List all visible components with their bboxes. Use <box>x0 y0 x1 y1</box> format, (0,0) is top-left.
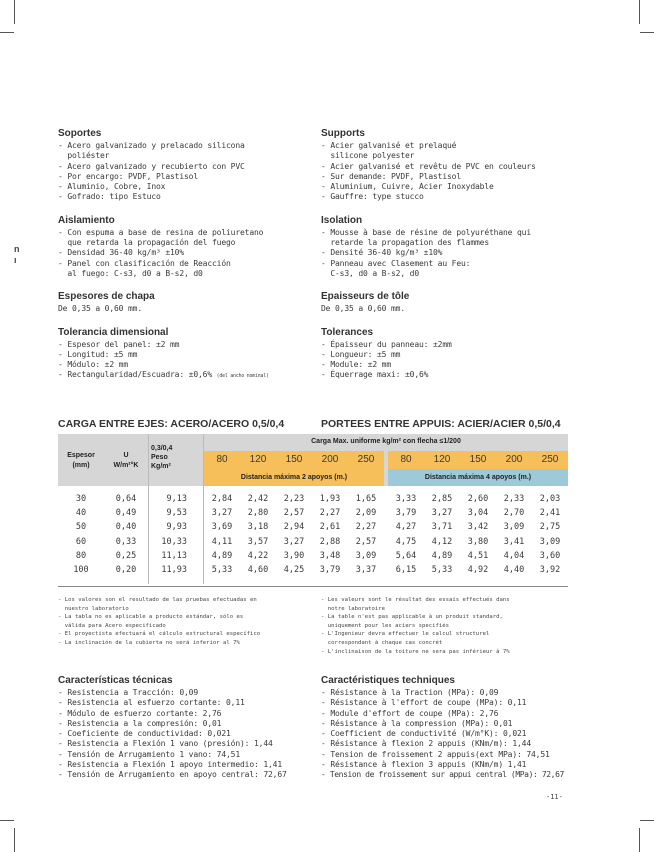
soportes-section <box>58 128 313 203</box>
table-cell: 0,33 <box>115 536 137 547</box>
load-value: 80 <box>216 454 228 465</box>
spec-line: - Densidad 36-40 kg/m³ ±10% <box>58 248 184 258</box>
note-line: nuestro laboratorio <box>58 605 129 612</box>
spanish-specs <box>58 128 313 391</box>
note-line: - L'Ingenieur devra effectuer le calcul structurel <box>321 631 490 638</box>
section-title: Tolerancia dimensional <box>58 326 169 338</box>
table-cell: 4,75 <box>395 536 417 547</box>
spec-line: - Acier galvanisé et prelaqué <box>321 141 457 150</box>
tech-line: - Tension de froissement sur appui central (MPa): 72,67 <box>321 770 564 780</box>
spec-line: - Aluminio, Cobre, Inox <box>58 182 166 192</box>
crop-mark <box>639 0 640 24</box>
table-cell: 2,60 <box>467 494 489 504</box>
edge-mark-1: n <box>14 244 20 254</box>
table-cell: 4,12 <box>431 536 453 547</box>
table-cell: 2,33 <box>503 494 525 504</box>
small-note: (del ancho nominal) <box>216 374 269 380</box>
spec-line: De 0,35 a 0,60 mm. <box>58 304 142 314</box>
table-cell: 1,93 <box>319 494 341 504</box>
spec-line: - Panel con clasificación de Reacción <box>58 258 231 268</box>
crop-mark <box>639 828 640 852</box>
table-cell: 3,27 <box>431 508 453 519</box>
col-peso: 0,3/0,4 Peso Kg/m² <box>151 445 173 470</box>
section-title: Supports <box>321 128 365 139</box>
table-title-es: CARGA ENTRE EJES: ACERO/ACERO 0,5/0,4 <box>58 418 285 430</box>
spec-line: - Sur demande: PVDF, Plastisol <box>321 171 461 181</box>
table-cell: 2,09 <box>355 508 377 519</box>
spec-line: C-s3, d0 a B-s2, d0 <box>321 268 419 278</box>
table-cell: 3,09 <box>503 522 525 533</box>
crop-mark <box>14 828 15 852</box>
dist2-label: Distancia máxima 2 apoyos (m.) <box>240 474 348 481</box>
spec-line: - Module: ±2 mm <box>321 360 391 370</box>
table-cell: 4,11 <box>211 536 233 547</box>
section-title: Tolerances <box>321 326 374 338</box>
note-line: - Los valores son el resultado de las pruebas efectuadas en <box>58 597 257 603</box>
crop-mark <box>640 820 654 821</box>
table-cell: 4,27 <box>395 522 417 533</box>
edge-mark <box>14 244 20 266</box>
table-cell: 2,80 <box>247 508 269 519</box>
spec-line: - Por encargo: PVDF, Plastisol <box>58 171 198 181</box>
epaisseurs-section <box>321 291 591 314</box>
tech-line: - Résistance à la compression (MPa): 0,01 <box>321 718 513 728</box>
table-cell: 3,57 <box>247 536 269 547</box>
espesores-section <box>58 291 313 314</box>
tolerancia-section <box>58 327 313 383</box>
note-line: - La tabla no es aplicable a producto estándar, sólo es <box>58 614 244 621</box>
table-cell: 2,27 <box>319 508 341 519</box>
table-cell: 4,25 <box>283 565 305 575</box>
table-cell: 2,42 <box>247 494 269 504</box>
table-cell: 2,88 <box>319 536 341 547</box>
tech-line: - Resistencia a Flexión 1 vano (presión): 1,44 <box>58 739 273 749</box>
spec-line: - Aluminium, Cuivre, Acier Inoxydable <box>321 182 494 192</box>
table-cell: 2,57 <box>355 536 377 547</box>
crop-mark <box>14 0 15 24</box>
note-line: - La table n'est pas applicable à un produit standard, <box>321 614 503 621</box>
table-cell: 2,84 <box>211 494 233 504</box>
spec-line: - Módulo: ±2 mm <box>58 360 128 370</box>
col-espesor: Espesor (mm) <box>67 452 95 469</box>
spec-line: - Con espuma a base de resina de poliuretano <box>58 227 264 237</box>
note-line: - Les valeurs sont le résultat des essais effectués dans <box>321 597 510 603</box>
table-cell: 60 <box>75 536 87 547</box>
note-line: - El proyectista efectuará el cálculo estructural específico <box>58 631 261 638</box>
spec-line: - Longueur: ±5 mm <box>321 349 401 359</box>
note-line: uniquement pour les aciers specifiés <box>321 622 449 629</box>
spec-line: - Acero galvanizado y prelacado silicona <box>58 141 245 150</box>
table-cell: 3,69 <box>211 522 233 533</box>
dist4-label: Distancia máxima 4 apoyos (m.) <box>424 474 532 481</box>
section-title: Aislamiento <box>58 214 115 226</box>
table-cell: 2,75 <box>539 522 561 533</box>
table-cell: 0,20 <box>115 565 137 575</box>
table-cell: 3,04 <box>467 508 489 519</box>
tech-line: - Résistance à flexion 3 appuis (KNm/m) 1,41 <box>321 760 527 770</box>
table-cell: 4,22 <box>247 550 269 561</box>
table-cell: 50 <box>75 522 87 533</box>
french-specs <box>321 128 591 389</box>
tech-line: - Tensión de Arrugamiento 1 vano: 74,51 <box>58 749 240 759</box>
spec-line: - Densité 36-40 kg/m³ ±10% <box>321 248 443 258</box>
table-cell: 3,37 <box>355 565 377 575</box>
aislamiento-section <box>58 215 313 279</box>
tech-line: - Coefficient de conductivité (W/m°K): 0,021 <box>321 729 527 739</box>
table-cell: 2,85 <box>431 494 453 504</box>
table-cell: 11,93 <box>161 565 187 575</box>
load-value: 200 <box>321 454 339 465</box>
table-cell: 2,27 <box>355 522 377 533</box>
section-title: Epaisseurs de tôle <box>321 291 410 303</box>
spec-line: - Gauffre: type stucco <box>321 192 424 202</box>
section-title: Espesores de chapa <box>58 291 155 303</box>
section-title: Isolation <box>321 214 363 226</box>
table-cell: 40 <box>75 508 87 519</box>
table-cell: 9,93 <box>166 522 187 533</box>
table-cell: 3,90 <box>283 550 305 561</box>
load-value: 120 <box>433 454 451 465</box>
table-cell: 3,42 <box>467 522 489 533</box>
load-value: 150 <box>469 454 487 465</box>
crop-mark <box>0 820 14 821</box>
tech-line: - Tensión de Arrugamiento en apoyo central: 72,67 <box>58 770 287 780</box>
table-cell: 9,13 <box>166 494 187 504</box>
tech-line: - Resistencia a la compresión: 0,01 <box>58 718 222 728</box>
load-value: 250 <box>541 454 559 465</box>
table-cell: 3,09 <box>355 550 377 561</box>
spec-line: que retarda la propagación del fuego <box>58 238 236 248</box>
table-cell: 5,33 <box>431 565 453 575</box>
table-cell: 3,48 <box>319 550 341 561</box>
table-cell: 5,64 <box>395 550 417 561</box>
column-divider <box>148 434 149 584</box>
section-title: Caractéristiques techniques <box>321 675 455 686</box>
tech-line: - Résistance à la Traction (MPa): 0,09 <box>321 688 499 697</box>
table-cell: 9,53 <box>166 508 187 519</box>
load-header: Carga Max. uniforme kg/m² con flecha ≤1/200 <box>311 438 461 445</box>
crop-mark <box>640 32 654 33</box>
table-cell: 6,15 <box>395 565 417 575</box>
table-cell: 2,94 <box>283 522 305 533</box>
table-cell: 100 <box>73 565 89 575</box>
table-cell: 0,64 <box>115 494 137 504</box>
spec-line: - Espesor del panel: ±2 mm <box>58 339 180 349</box>
table-cell: 0,40 <box>115 522 137 533</box>
table-cell: 3,41 <box>503 536 525 547</box>
tech-es <box>58 675 318 781</box>
table-cell: 4,40 <box>503 565 525 575</box>
table-cell: 3,09 <box>539 536 561 547</box>
spec-text: - Rectangularidad/Escuadra: ±0,6% <box>58 370 212 380</box>
page-number: -11- <box>546 793 563 801</box>
tech-line: - Module d'effort de coupe (MPa): 2,76 <box>321 708 499 718</box>
table-cell: 3,60 <box>539 550 561 561</box>
load-value: 200 <box>505 454 523 465</box>
section-title: Soportes <box>58 128 102 139</box>
load-value: 150 <box>285 454 303 465</box>
table-cell: 3,27 <box>211 508 233 519</box>
table-cell: 1,65 <box>355 494 377 504</box>
table-cell: 11,13 <box>161 550 187 561</box>
table-cell: 3,79 <box>395 508 417 519</box>
tech-line: - Resistencia a Tracción: 0,09 <box>58 688 198 697</box>
edge-mark-2: ı <box>14 255 17 265</box>
table-cell: 80 <box>75 550 87 561</box>
table-cell: 3,92 <box>539 565 561 575</box>
table-cell: 2,41 <box>539 508 561 519</box>
tolerances-section <box>321 327 591 381</box>
spec-line: - Longitud: ±5 mm <box>58 349 138 359</box>
table-cell: 5,33 <box>211 565 233 575</box>
spec-line: - Panneau avec Clasement au Feu: <box>321 258 471 268</box>
tech-line: - Resistencia a Flexión 1 apoyo intermedio: 1,41 <box>58 760 282 770</box>
table-cell: 0,25 <box>115 550 137 561</box>
spec-line: - Gofrado: tipo Estuco <box>58 192 161 202</box>
tech-line: - Módulo de esfuerzo cortante: 2,76 <box>58 708 222 718</box>
table-cell: 3,80 <box>467 536 489 547</box>
note-line: - L'inclinaison de la toiture ne sera pas inférieur à 7% <box>321 648 510 655</box>
table-cell: 2,70 <box>503 508 525 519</box>
table-cell: 4,04 <box>503 550 525 561</box>
spec-line: - Épaisseur du panneau: ±2mm <box>321 339 452 349</box>
col-u: U W/m²°K <box>113 452 139 469</box>
table-cell: 30 <box>75 494 87 504</box>
table-cell: 2,03 <box>539 494 561 504</box>
table-cell: 3,71 <box>431 522 453 533</box>
table-cell: 4,60 <box>247 565 269 575</box>
notes-es <box>58 596 260 648</box>
isolation-section <box>321 215 591 279</box>
tech-line: - Résistance à flexion 2 appuis (KNm/m): 1,44 <box>321 739 531 749</box>
spec-line: - Acero galvanizado y recubierto con PVC <box>58 161 245 171</box>
crop-mark <box>0 32 14 33</box>
section-title: Características técnicas <box>58 675 173 686</box>
table-rule <box>58 586 568 587</box>
tech-line: - Coeficiente de conductividad: 0,021 <box>58 729 231 739</box>
note-line: válida para Acero especificado <box>58 622 166 629</box>
table-title-fr: PORTEES ENTRE APPUIS: ACIER/ACIER 0,5/0,4 <box>321 418 561 430</box>
supports-section <box>321 128 591 203</box>
table-cell: 4,89 <box>431 550 453 561</box>
tech-fr <box>321 675 601 781</box>
spec-line <box>58 370 313 382</box>
table-cell: 4,92 <box>467 565 489 575</box>
table-cell: 4,89 <box>211 550 233 561</box>
tech-line: - Resistencia al esfuerzo cortante: 0,11 <box>58 698 245 708</box>
table-cell: 4,51 <box>467 550 489 561</box>
note-line: - La inclinación de la cubierta no será inferior al 7% <box>58 639 240 646</box>
table-cell: 2,23 <box>283 494 305 504</box>
note-line: notre laboratoire <box>321 605 385 612</box>
spec-line: - Équerrage maxi: ±0,6% <box>321 370 429 380</box>
spec-line: al fuego: C-s3, d0 a B-s2, d0 <box>58 268 203 278</box>
table-cell: 2,57 <box>283 508 305 519</box>
table-cell: 3,33 <box>395 494 417 504</box>
table-cell: 2,61 <box>319 522 341 533</box>
load-value: 250 <box>357 454 375 465</box>
spec-line: - Mousse à base de résine de polyuréthane qui <box>321 227 531 237</box>
table-cell: 3,79 <box>319 565 341 575</box>
table-cell: 0,49 <box>115 508 137 519</box>
tech-line: - Tension de froissement 2 appuis(ext MPa): 74,51 <box>321 749 550 759</box>
spec-line: De 0,35 a 0,60 mm. <box>321 304 405 314</box>
load-value: 120 <box>249 454 267 465</box>
notes-fr <box>321 596 510 656</box>
table-cell: 3,27 <box>283 536 305 547</box>
spec-line: - Acier galvanisé et revêtu de PVC en couleurs <box>321 161 536 171</box>
spec-line: retarde la propagation des flammes <box>321 238 489 248</box>
load-value: 80 <box>400 454 412 465</box>
table-cell: 10,33 <box>161 536 187 547</box>
spec-line: silicone polyester <box>321 151 415 161</box>
spec-line: poliéster <box>58 151 110 161</box>
note-line: correspondant à chaque cas concrét <box>321 639 443 646</box>
table-cell: 3,18 <box>247 522 269 533</box>
tech-line: - Résistance à l'effort de coupe (MPa): 0,11 <box>321 698 527 708</box>
